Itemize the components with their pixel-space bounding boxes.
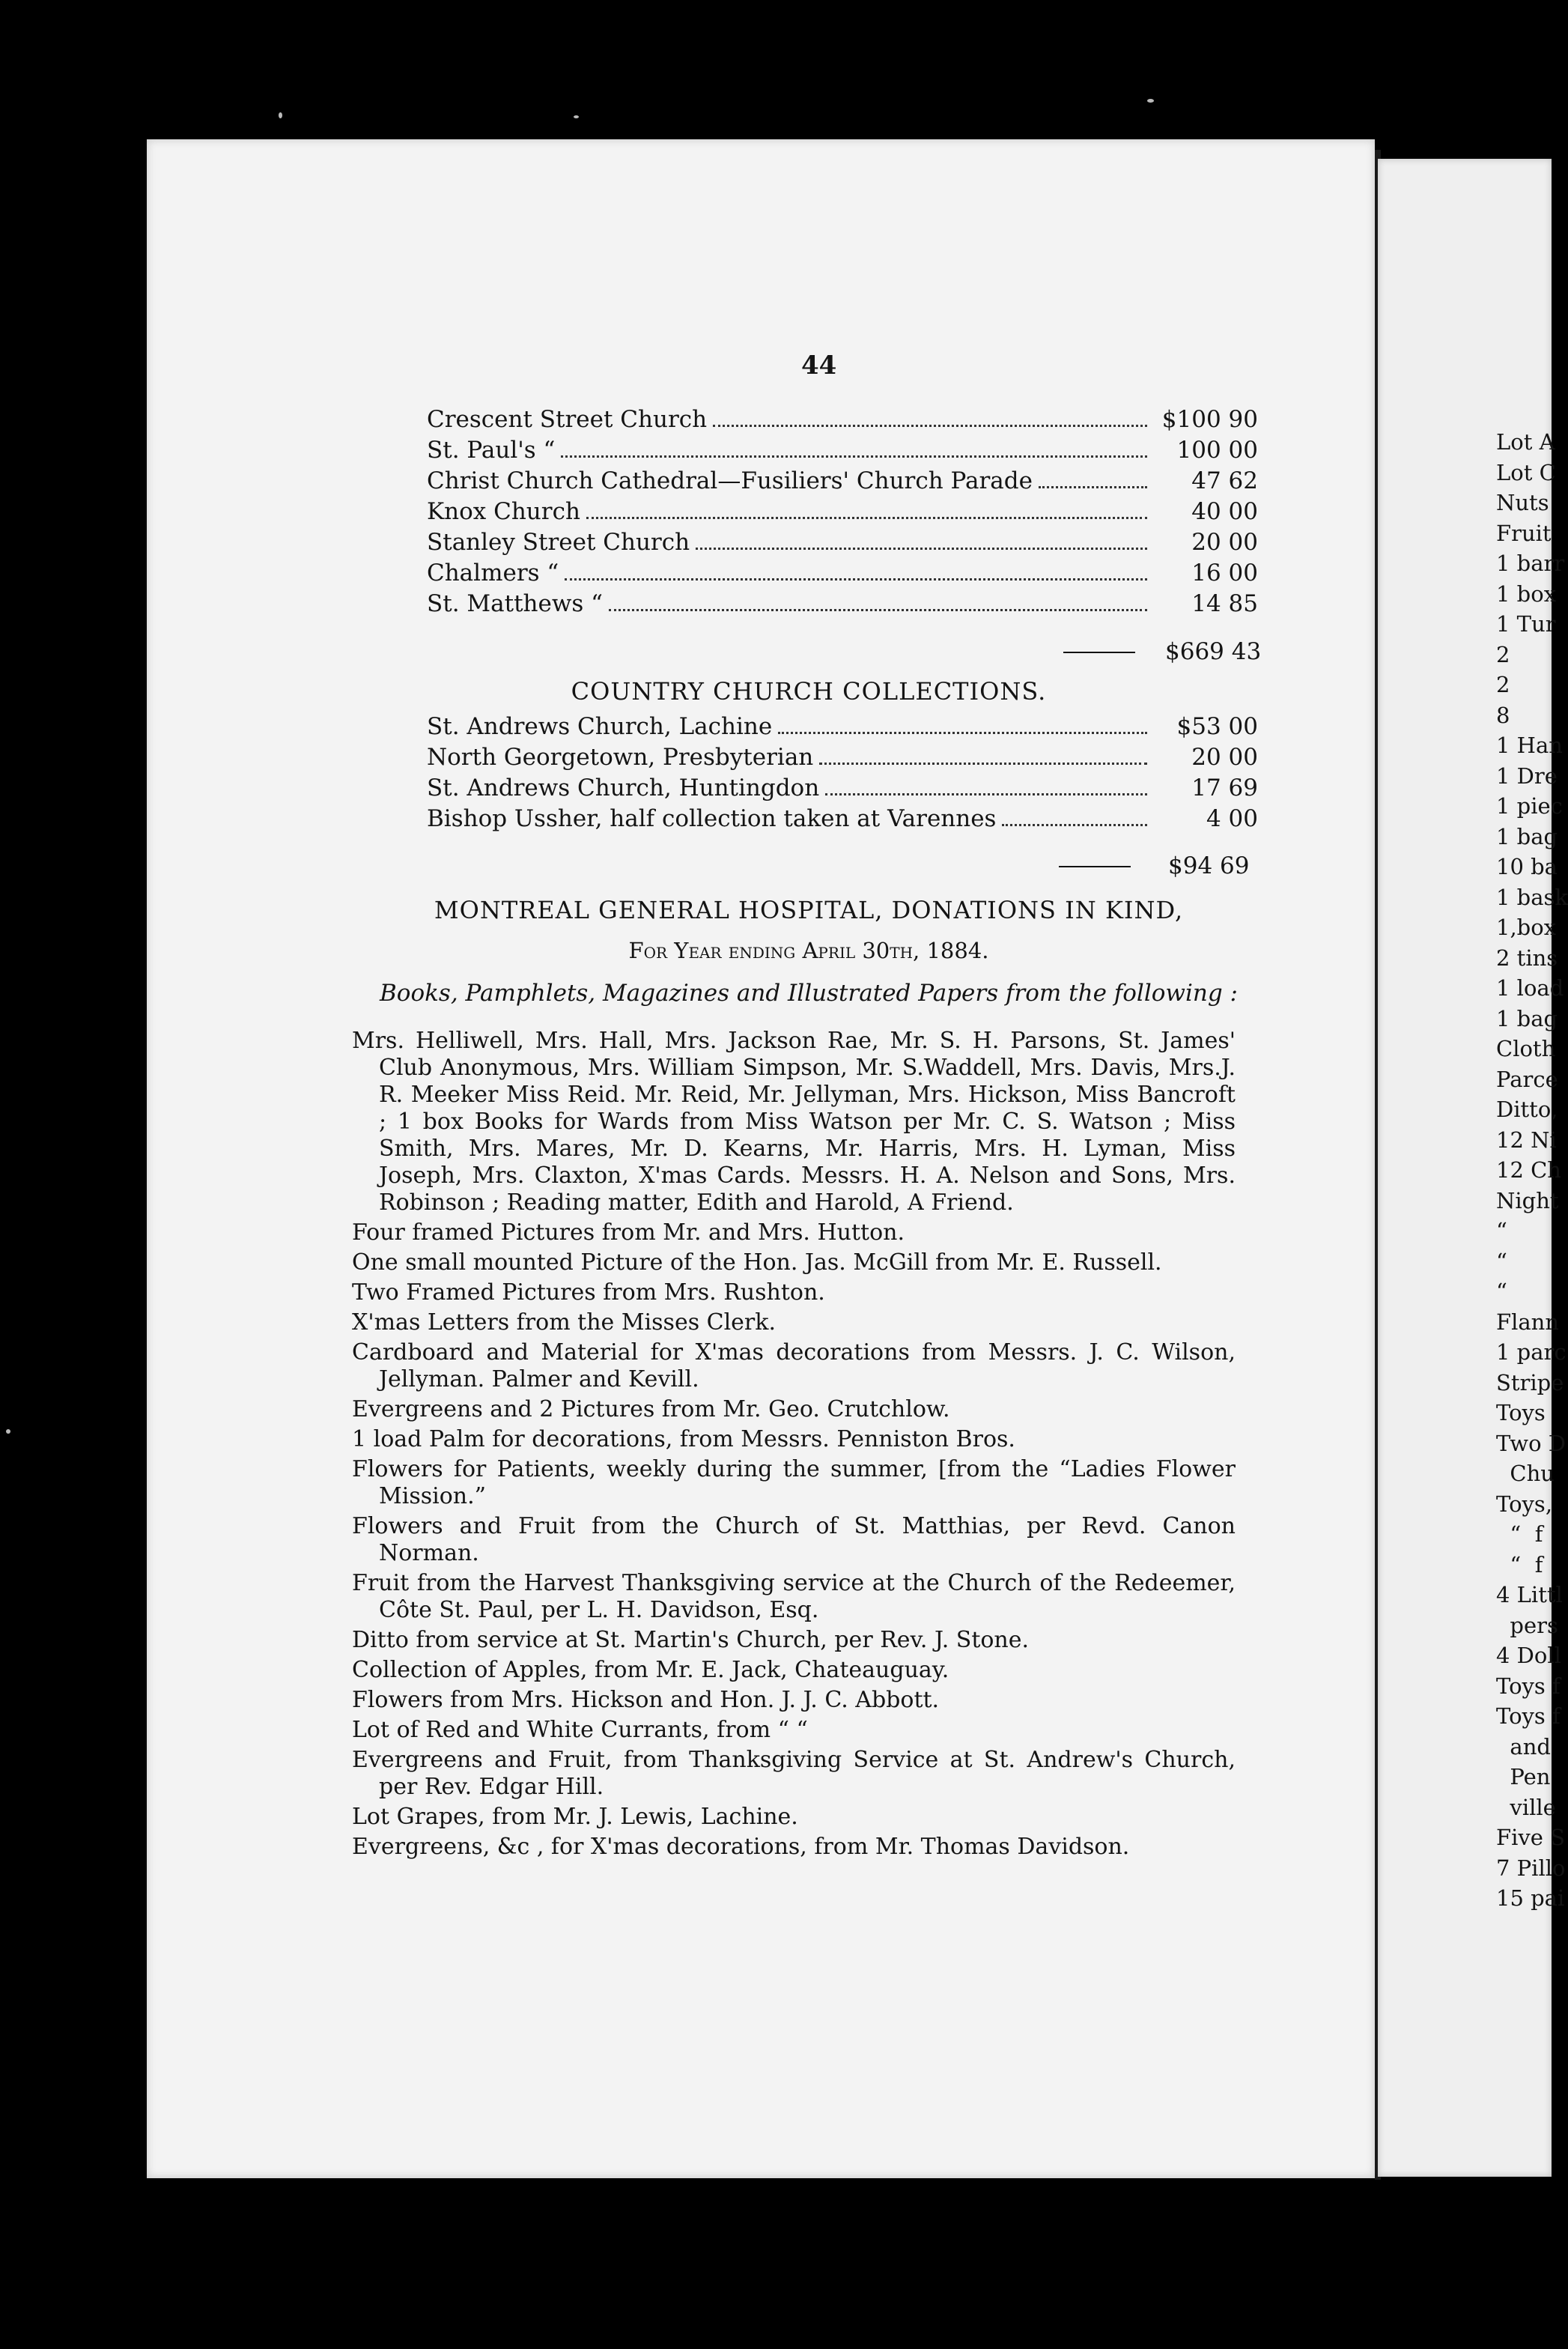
ledger-label: Christ Church Cathedral—Fusiliers' Church Parade — [427, 467, 1033, 494]
donation-entry: Collection of Apples, from Mr. E. Jack, Chateauguay. — [352, 1657, 949, 1683]
ledger-label: Chalmers “ — [427, 560, 559, 587]
donation-entry: Evergreens and Fruit, from Thanksgiving Service at St. Andrew's Church, per Rev. Edgar Hill. — [352, 1747, 1236, 1800]
right-page-line: “ f — [1496, 1551, 1543, 1577]
dot-leader — [561, 455, 1147, 458]
right-page-line: 1 box — [1496, 581, 1557, 607]
right-page-line: Chu — [1496, 1461, 1555, 1486]
right-page-line: Parce — [1496, 1066, 1558, 1092]
ledger-amount: 20 00 — [1191, 529, 1258, 556]
right-page-line: 12 Ni — [1496, 1127, 1557, 1153]
right-page-line: 2 — [1496, 641, 1510, 667]
right-page-line: 2 tins — [1496, 945, 1558, 971]
right-page-line: 12 Ch — [1496, 1157, 1561, 1183]
right-page-line: Night — [1496, 1187, 1559, 1213]
donations-list — [352, 1028, 1236, 1864]
ledger-amount: 100 00 — [1176, 437, 1258, 464]
donations-heading: MONTREAL GENERAL HOSPITAL, DONATIONS IN KIND, — [434, 896, 1184, 924]
dot-leader — [819, 763, 1147, 765]
right-page-line: 1 load — [1496, 975, 1564, 1001]
country-total-rule — [1059, 866, 1131, 867]
donation-entry: Four framed Pictures from Mr. and Mrs. Hutton. — [352, 1219, 905, 1246]
city-total-rule — [1063, 652, 1135, 653]
right-page-line: 1 bask — [1496, 884, 1568, 910]
donation-entry: Cardboard and Material for X'mas decorations from Messrs. J. C. Wilson, Jellyman. Palmer and Kevill. — [352, 1339, 1236, 1392]
donation-entry: Mrs. Helliwell, Mrs. Hall, Mrs. Jackson Rae, Mr. S. H. Parsons, St. James' Club Anonymous, Mrs. William Simpson, Mr. S.Waddell, Mrs. Davis, Mrs.J. R. Meeker Miss Reid. Mr. Reid, Mr. Jellyman, Mrs. Hickson, Miss Bancroft ; 1 box Books for Wards from Miss Watson per Mr. C. S. Watson ; Miss Smith, Mrs. Mares, Mr. D. Kearns, Mr. Harris, Mrs. H. Lyman, Miss Joseph, Mrs. Claxton, X'mas Cards. Messrs. H. A. Nelson and Sons, Mrs. Robinson ; Reading matter, Edith and Harold, A Friend. — [352, 1028, 1236, 1216]
donation-entry: Two Framed Pictures from Mrs. Rushton. — [352, 1279, 825, 1306]
ledger-row — [427, 712, 1258, 742]
right-page-line: 1 bag — [1496, 1005, 1558, 1031]
donation-entry: Lot of Red and White Currants, from “ “ — [352, 1717, 808, 1743]
right-page-line: 1,box — [1496, 915, 1557, 940]
ledger-amount: 20 00 — [1191, 744, 1258, 771]
right-page-line: 1 Dre — [1496, 763, 1558, 789]
ledger-label: Crescent Street Church — [427, 406, 708, 433]
donation-entry: Fruit from the Harvest Thanksgiving service at the Church of the Redeemer, Côte St. Paul, per L. H. Davidson, Esq. — [352, 1570, 1236, 1623]
city-church-ledger — [427, 404, 1258, 619]
ledger-label: St. Andrews Church, Huntingdon — [427, 775, 820, 801]
donation-entry: Evergreens, &c , for X'mas decorations, from Mr. Thomas Davidson. — [352, 1834, 1130, 1860]
country-total: $94 69 — [1168, 852, 1250, 879]
ledger-label: Knox Church — [427, 498, 580, 525]
right-page-line: “ — [1496, 1248, 1507, 1274]
right-page-line: 4 Doll — [1496, 1643, 1561, 1668]
right-page-column — [1496, 427, 1568, 1914]
ledger-row — [427, 527, 1258, 558]
right-page-line: Lot A — [1496, 429, 1555, 455]
right-page-line: Stripe — [1496, 1369, 1564, 1395]
dot-leader — [696, 548, 1147, 550]
right-page-line: ville — [1496, 1794, 1556, 1820]
donation-entry: X'mas Letters from the Misses Clerk. — [352, 1309, 776, 1336]
right-page-line: Two D — [1496, 1430, 1567, 1456]
right-page-line: Flann — [1496, 1309, 1560, 1335]
dot-leader — [586, 517, 1147, 519]
country-church-ledger — [427, 712, 1258, 834]
right-page-line: 1 Han — [1496, 733, 1563, 758]
right-page-line: 10 ba — [1496, 854, 1558, 879]
dot-leader — [609, 609, 1147, 611]
ledger-amount: 16 00 — [1191, 560, 1258, 587]
right-page-line: 1 barr — [1496, 551, 1565, 576]
donation-entry: One small mounted Picture of the Hon. Jas. McGill from Mr. E. Russell. — [352, 1249, 1162, 1276]
ledger-row — [427, 404, 1258, 435]
right-page-line: Five S — [1496, 1825, 1566, 1850]
donation-entry: Lot Grapes, from Mr. J. Lewis, Lachine. — [352, 1804, 798, 1830]
right-page-line: “ — [1496, 1279, 1507, 1304]
ledger-label: Stanley Street Church — [427, 529, 690, 556]
right-page-line: Toys f — [1496, 1703, 1561, 1729]
right-page-line: Nuts — [1496, 490, 1549, 515]
ledger-amount: $53 00 — [1176, 713, 1258, 740]
ledger-row — [427, 497, 1258, 527]
ledger-label: North Georgetown, Presbyterian — [427, 744, 814, 771]
ledger-label: St. Andrews Church, Lachine — [427, 713, 773, 740]
right-page-line: “ f — [1496, 1521, 1543, 1547]
right-page-line: “ — [1496, 1218, 1507, 1243]
ledger-row — [427, 804, 1258, 834]
right-page-line: 15 pai — [1496, 1885, 1565, 1911]
donation-entry: Ditto from service at St. Martin's Church, per Rev. J. Stone. — [352, 1627, 1030, 1653]
right-page-line: Fruit — [1496, 520, 1552, 546]
donations-subheading: For Year ending April 30th, 1884. — [628, 938, 989, 963]
ledger-row — [427, 742, 1258, 773]
scan-speck — [6, 1429, 10, 1434]
donation-entry: Flowers for Patients, weekly during the summer, [from the “Ladies Flower Mission.” — [352, 1456, 1236, 1509]
right-page-line: 1 piec — [1496, 793, 1563, 819]
right-page-line: Cloth — [1496, 1036, 1556, 1061]
right-page-line: Toys — [1496, 1400, 1546, 1425]
country-heading: COUNTRY CHURCH COLLECTIONS. — [571, 677, 1047, 706]
donation-entry: Flowers and Fruit from the Church of St. Matthias, per Revd. Canon Norman. — [352, 1513, 1236, 1566]
donation-entry: Flowers from Mrs. Hickson and Hon. J. J. C. Abbott. — [352, 1687, 940, 1713]
ledger-row — [427, 558, 1258, 589]
donations-italic-heading: Books, Pamphlets, Magazines and Illustrated Papers from the following : — [380, 980, 1238, 1007]
city-total: $669 43 — [1165, 638, 1262, 665]
ledger-label: St. Matthews “ — [427, 590, 603, 617]
ledger-row — [427, 435, 1258, 466]
right-page-line: 1 parc — [1496, 1339, 1567, 1365]
scan-speck — [279, 112, 282, 118]
right-page-line: Lot C — [1496, 459, 1556, 485]
donation-entry: Evergreens and 2 Pictures from Mr. Geo. Crutchlow. — [352, 1396, 950, 1422]
right-page-line: Toys f — [1496, 1673, 1561, 1699]
scan-speck — [574, 115, 579, 118]
right-page-line: Ditto, — [1496, 1097, 1558, 1122]
right-page-line: 1 Tur — [1496, 611, 1556, 637]
ledger-amount: 17 69 — [1191, 775, 1258, 801]
ledger-amount: 14 85 — [1191, 590, 1258, 617]
right-page-line: and — [1496, 1733, 1551, 1760]
ledger-label: St. Paul's “ — [427, 437, 556, 464]
ledger-amount: 47 62 — [1191, 467, 1258, 494]
ledger-row — [427, 773, 1258, 804]
right-page-line: 1 bag — [1496, 823, 1558, 849]
right-page-line: pers — [1496, 1612, 1558, 1638]
dot-leader — [1039, 486, 1147, 488]
dot-leader — [565, 578, 1147, 581]
dot-leader — [778, 732, 1147, 734]
right-page-line: Pen — [1496, 1764, 1551, 1789]
page-number: 44 — [801, 351, 837, 381]
dot-leader — [713, 425, 1147, 427]
ledger-amount: $100 90 — [1161, 406, 1258, 433]
right-page-line: Toys, — [1496, 1491, 1553, 1517]
ledger-label: Bishop Ussher, half collection taken at Varennes — [427, 805, 997, 832]
right-page-line: 8 — [1496, 702, 1510, 728]
right-page-line: 2 — [1496, 672, 1510, 697]
scan-speck — [1147, 99, 1154, 103]
dot-leader — [825, 793, 1147, 795]
ledger-row — [427, 589, 1258, 619]
ledger-amount: 4 00 — [1206, 805, 1258, 832]
ledger-amount: 40 00 — [1191, 498, 1258, 525]
donation-entry: 1 load Palm for decorations, from Messrs. Penniston Bros. — [352, 1426, 1015, 1452]
right-page-line: 4 Littl — [1496, 1582, 1563, 1607]
ledger-row — [427, 466, 1258, 497]
right-page-line: 7 Pillo — [1496, 1855, 1566, 1881]
dot-leader — [1002, 824, 1147, 826]
